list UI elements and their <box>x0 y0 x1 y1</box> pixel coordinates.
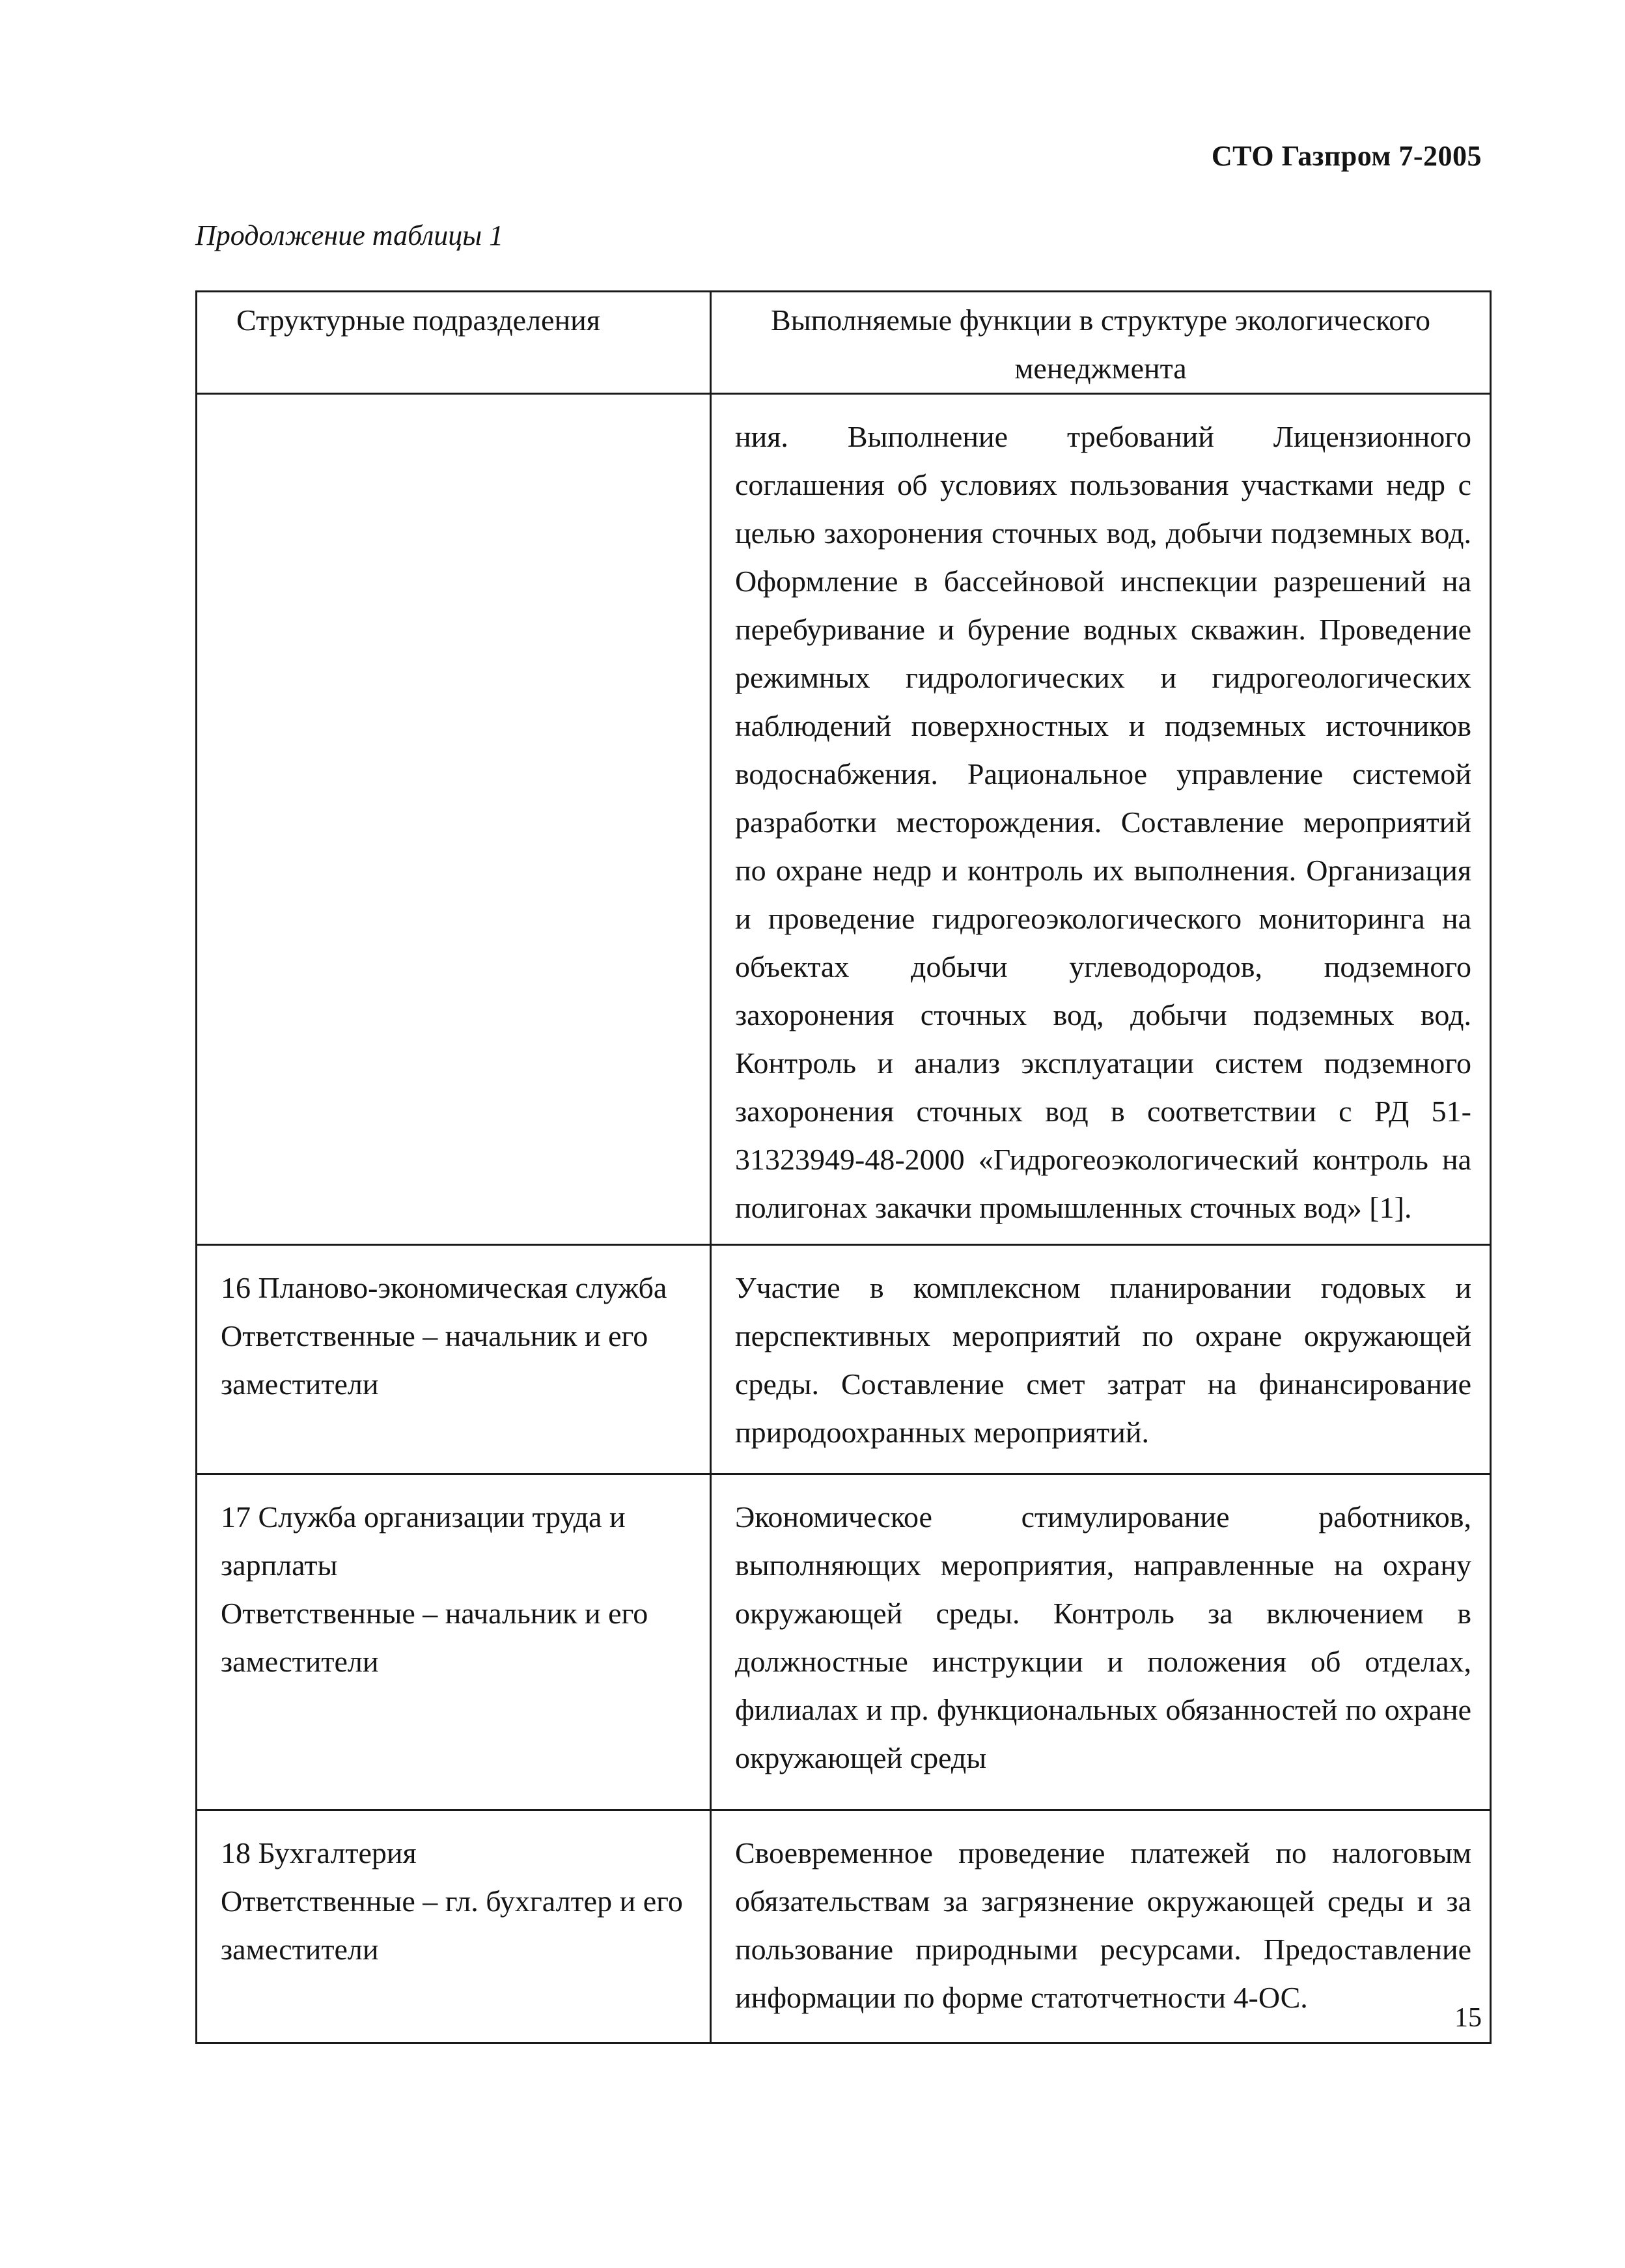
functions-cell <box>711 1245 1491 1474</box>
functions-text: Своевременное проведение платежей по налоговым обязательствам за загрязнение окружающей среды и за пользование природными ресурсами. Предоставление информации по форме статотчетности 4-ОС. <box>735 1836 1471 2014</box>
document-code: СТО Газпром 7-2005 <box>1211 140 1482 172</box>
department-cell <box>197 1810 711 2043</box>
page-number: 15 <box>1454 2003 1482 2033</box>
functions-cell <box>711 1810 1491 2043</box>
functions-text: Экономическое стимулирование работников, выполняющих мероприятия, направленные на охрану окружающей среды. Контроль за включением в должностные инструкции и положения об отделах, филиалах и пр. функциональных обязанностей по охране окружающей среды <box>735 1500 1471 1774</box>
functions-text: Участие в комплексном планировании годовых и перспективных мероприятий по охране окружающей среды. Составление смет затрат на финансирование природоохранных мероприятий. <box>735 1271 1471 1449</box>
department-cell <box>197 1474 711 1810</box>
table-row <box>197 1474 1491 1810</box>
column-header-departments: Структурные подразделения <box>197 292 711 394</box>
department-name: 17 Служба организации труда и зарплаты <box>221 1500 626 1582</box>
functions-text: ния. Выполнение требований Лицензионного соглашения об условиях пользования участками недр с целью захоронения сточных вод, добычи подземных вод. Оформление в бассейновой инспекции разрешений на перебуривание и бурение водных скважин. Проведение режимных гидрологических и гидрогеологических наблюдений поверхностных и подземных источников водоснабжения. Рациональное управление системой разработки месторождения. Составление мероприятий по охране недр и контроль их выполнения. Организация и проведение гидрогеоэкологического мониторинга на объектах добычи углеводородов, подземного захоронения сточных вод, добычи подземных вод. Контроль и анализ эксплуатации систем подземного захоронения сточных вод в соответствии с РД 51-31323949-48-2000 «Гидрогеоэкологический контроль на полигонах закачки промышленных сточных вод» [1]. <box>735 420 1471 1224</box>
column-header-functions: Выполняемые функции в структуре экологического менеджмента <box>711 292 1491 394</box>
functions-cell <box>711 1474 1491 1810</box>
department-text: 16 Планово-экономическая служба Ответственные – начальник и его заместители <box>221 1271 667 1401</box>
table-header-row <box>197 292 1491 394</box>
department-responsible: Ответственные – гл. бухгалтер и его заместители <box>221 1884 683 1966</box>
table-row <box>197 1245 1491 1474</box>
table-row <box>197 394 1491 1245</box>
department-responsible: Ответственные – начальник и его заместители <box>221 1597 648 1678</box>
functions-cell <box>711 394 1491 1245</box>
department-cell <box>197 394 711 1245</box>
table-row <box>197 1810 1491 2043</box>
department-cell <box>197 1245 711 1474</box>
functions-table <box>195 290 1492 2044</box>
department-name: 18 Бухгалтерия <box>221 1836 417 1869</box>
table-caption: Продолжение таблицы 1 <box>195 219 504 251</box>
